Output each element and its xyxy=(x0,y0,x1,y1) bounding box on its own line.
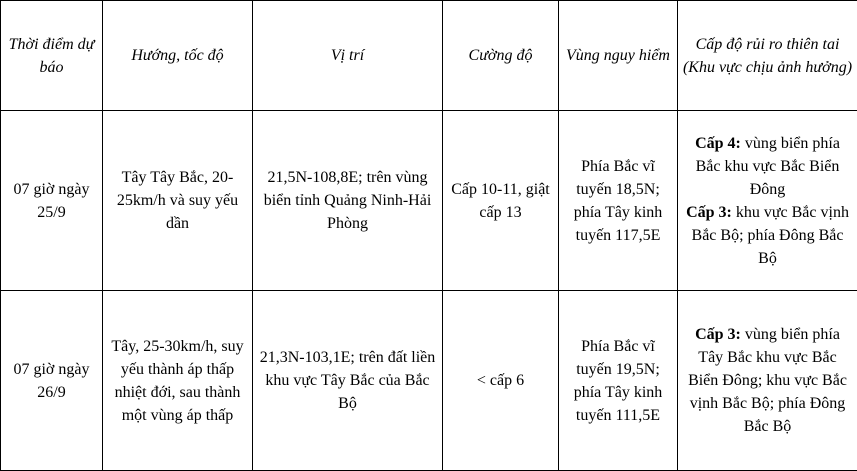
header-direction-speed: Hướng, tốc độ xyxy=(103,1,253,111)
risk-entry xyxy=(682,132,853,201)
cell-forecast-time: 07 giờ ngày 25/9 xyxy=(1,111,103,291)
cell-risk-level xyxy=(678,111,857,291)
risk-level-label: Cấp 4: xyxy=(695,135,741,152)
header-position: Vị trí xyxy=(253,1,443,111)
risk-area-text: khu vực Bắc vịnh Bắc Bộ; phía Đông Bắc Bộ xyxy=(692,204,849,267)
cell-direction-speed: Tây, 25-30km/h, suy yếu thành áp thấp nhiệt đới, sau thành một vùng áp thấp xyxy=(103,291,253,471)
cell-intensity: < cấp 6 xyxy=(443,291,559,471)
cell-position: 21,3N-103,1E; trên đất liền khu vực Tây Bắc của Bắc Bộ xyxy=(253,291,443,471)
table-row xyxy=(1,111,857,291)
risk-entry xyxy=(682,201,853,270)
cell-forecast-time: 07 giờ ngày 26/9 xyxy=(1,291,103,471)
header-danger-zone: Vùng nguy hiểm xyxy=(559,1,678,111)
header-intensity: Cường độ xyxy=(443,1,559,111)
cell-risk-level xyxy=(678,291,857,471)
cell-danger-zone: Phía Bắc vĩ tuyến 18,5N; phía Tây kinh tuyến 117,5E xyxy=(559,111,678,291)
cell-position: 21,5N-108,8E; trên vùng biển tỉnh Quảng Ninh-Hải Phòng xyxy=(253,111,443,291)
cell-danger-zone: Phía Bắc vĩ tuyến 19,5N; phía Tây kinh tuyến 111,5E xyxy=(559,291,678,471)
risk-area-text: vùng biển phía Tây Bắc khu vực Bắc Biển Đông; khu vực Bắc vịnh Bắc Bộ; phía Đông Bắc Bộ xyxy=(688,326,847,435)
risk-area-text: vùng biển phía Bắc khu vực Bắc Biển Đông xyxy=(696,135,840,198)
table-row xyxy=(1,291,857,471)
cell-intensity: Cấp 10-11, giật cấp 13 xyxy=(443,111,559,291)
risk-entry xyxy=(682,323,853,438)
risk-level-label: Cấp 3: xyxy=(695,326,741,343)
header-disaster-risk-level: Cấp độ rủi ro thiên tai (Khu vực chịu ảnh hưởng) xyxy=(678,1,857,111)
header-forecast-time: Thời điểm dự báo xyxy=(1,1,103,111)
header-row xyxy=(1,1,857,111)
cell-direction-speed: Tây Tây Bắc, 20-25km/h và suy yếu dần xyxy=(103,111,253,291)
risk-level-label: Cấp 3: xyxy=(686,204,732,221)
